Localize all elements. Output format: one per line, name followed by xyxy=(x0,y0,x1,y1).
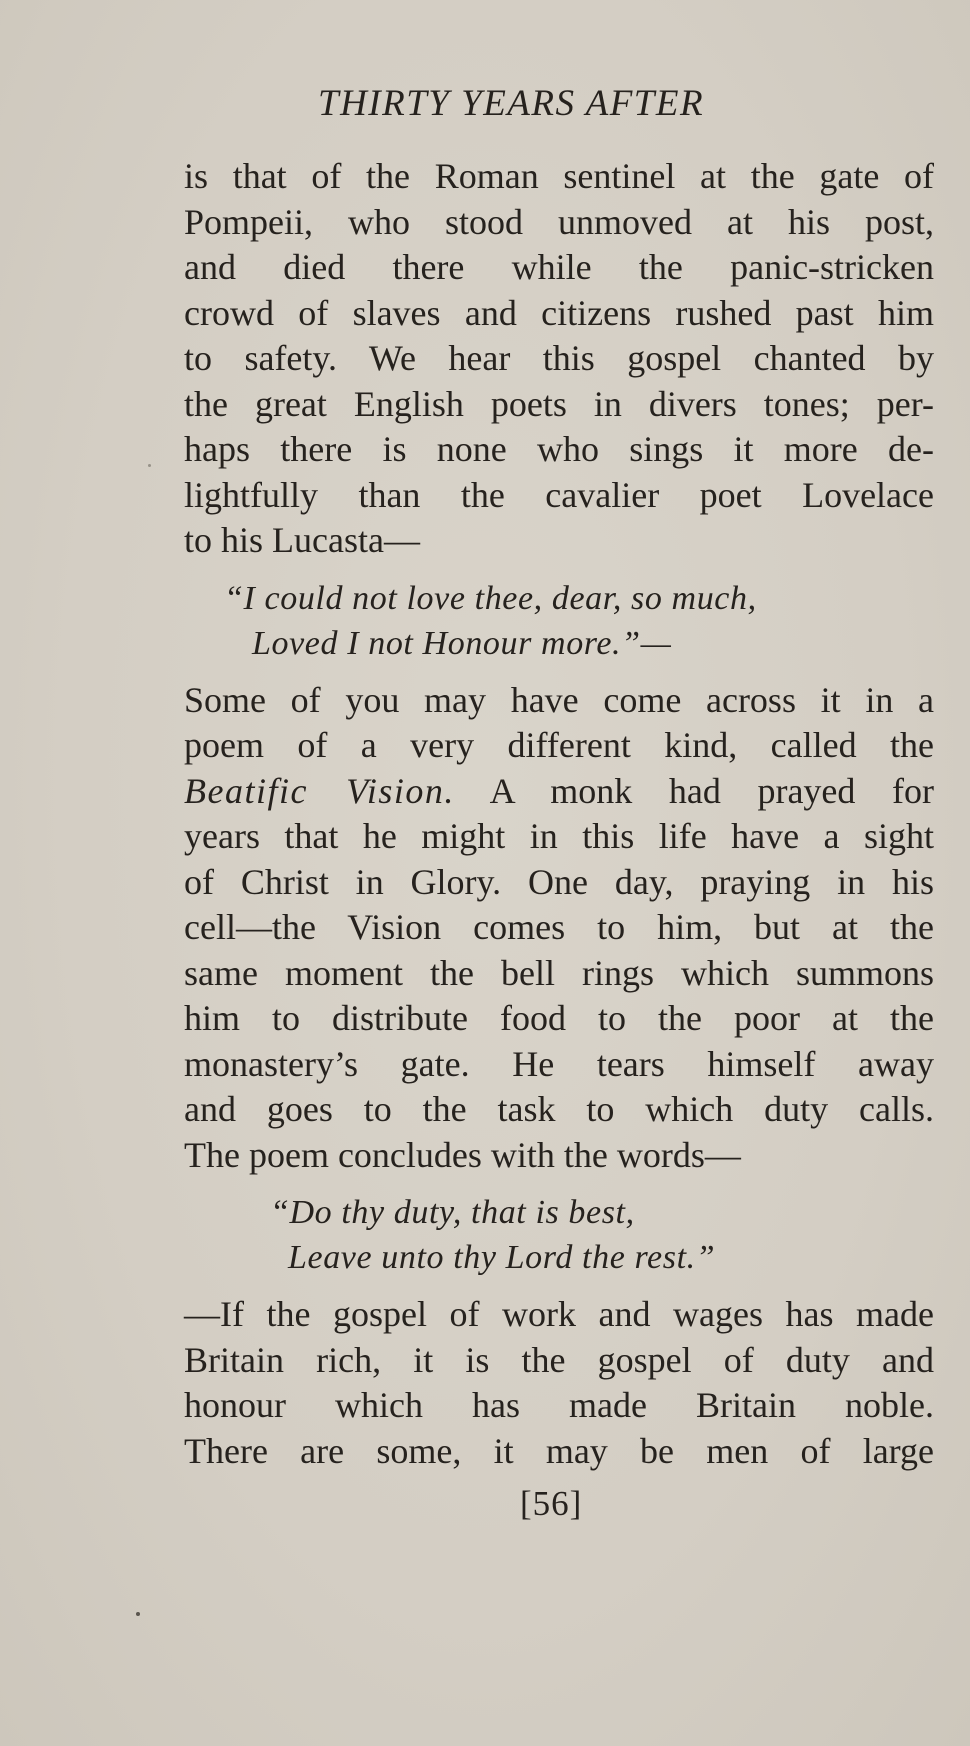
text-line: —If the gospel of work and wages has made xyxy=(184,1294,934,1334)
text-line: Some of you may have come across it in a xyxy=(184,679,934,720)
paper-speck xyxy=(136,1612,140,1616)
text-line: crowd of slaves and citizens rushed past him xyxy=(184,292,934,333)
text-line: and died there while the panic-stricken xyxy=(184,247,934,287)
text-line: Pompeii, who stood unmoved at his post, xyxy=(184,201,934,242)
text-line: years that he might in this life have a sight xyxy=(184,816,934,856)
text-line-with-title xyxy=(184,769,934,815)
running-head: THIRTY YEARS AFTER xyxy=(318,83,705,124)
text-fragment: A monk had prayed for xyxy=(489,770,935,811)
text-line: cell—the Vision comes to him, but at the xyxy=(184,907,934,947)
page-number: [56] xyxy=(520,1484,583,1523)
text-line: of Christ in Glory. One day, praying in his xyxy=(184,861,934,902)
verse-line: “Do thy duty, that is best, xyxy=(270,1194,635,1231)
text-line: is that of the Roman sentinel at the gate of xyxy=(184,156,934,196)
text-line: same moment the bell rings which summons xyxy=(184,952,934,993)
text-line: and goes to the task to which duty calls. xyxy=(184,1089,934,1129)
text-line: to his Lucasta— xyxy=(184,520,420,560)
verse-line: Leave unto thy Lord the rest.” xyxy=(288,1239,716,1276)
text-line: poem of a very different kind, called the xyxy=(184,725,934,765)
text-line: to safety. We hear this gospel chanted by xyxy=(184,338,934,378)
verse-line: “I could not love thee, dear, so much, xyxy=(224,579,757,617)
text-line: monastery’s gate. He tears himself away xyxy=(184,1043,934,1084)
text-line: lightfully than the cavalier poet Lovelace xyxy=(184,474,934,515)
text-line: haps there is none who sings it more de- xyxy=(184,429,934,469)
text-line: There are some, it may be men of large xyxy=(184,1430,934,1471)
text-line: him to distribute food to the poor at the xyxy=(184,998,934,1038)
text-line: the great English poets in divers tones; per- xyxy=(184,383,934,424)
text-line: The poem concludes with the words— xyxy=(184,1134,741,1175)
poem-title: Beatific Vision. xyxy=(184,770,455,811)
body-text xyxy=(184,154,934,1474)
paper-speck xyxy=(148,464,151,467)
text-line: honour which has made Britain noble. xyxy=(184,1385,934,1425)
verse-line: Loved I not Honour more.”— xyxy=(252,624,672,662)
text-line: Britain rich, it is the gospel of duty and xyxy=(184,1339,934,1380)
